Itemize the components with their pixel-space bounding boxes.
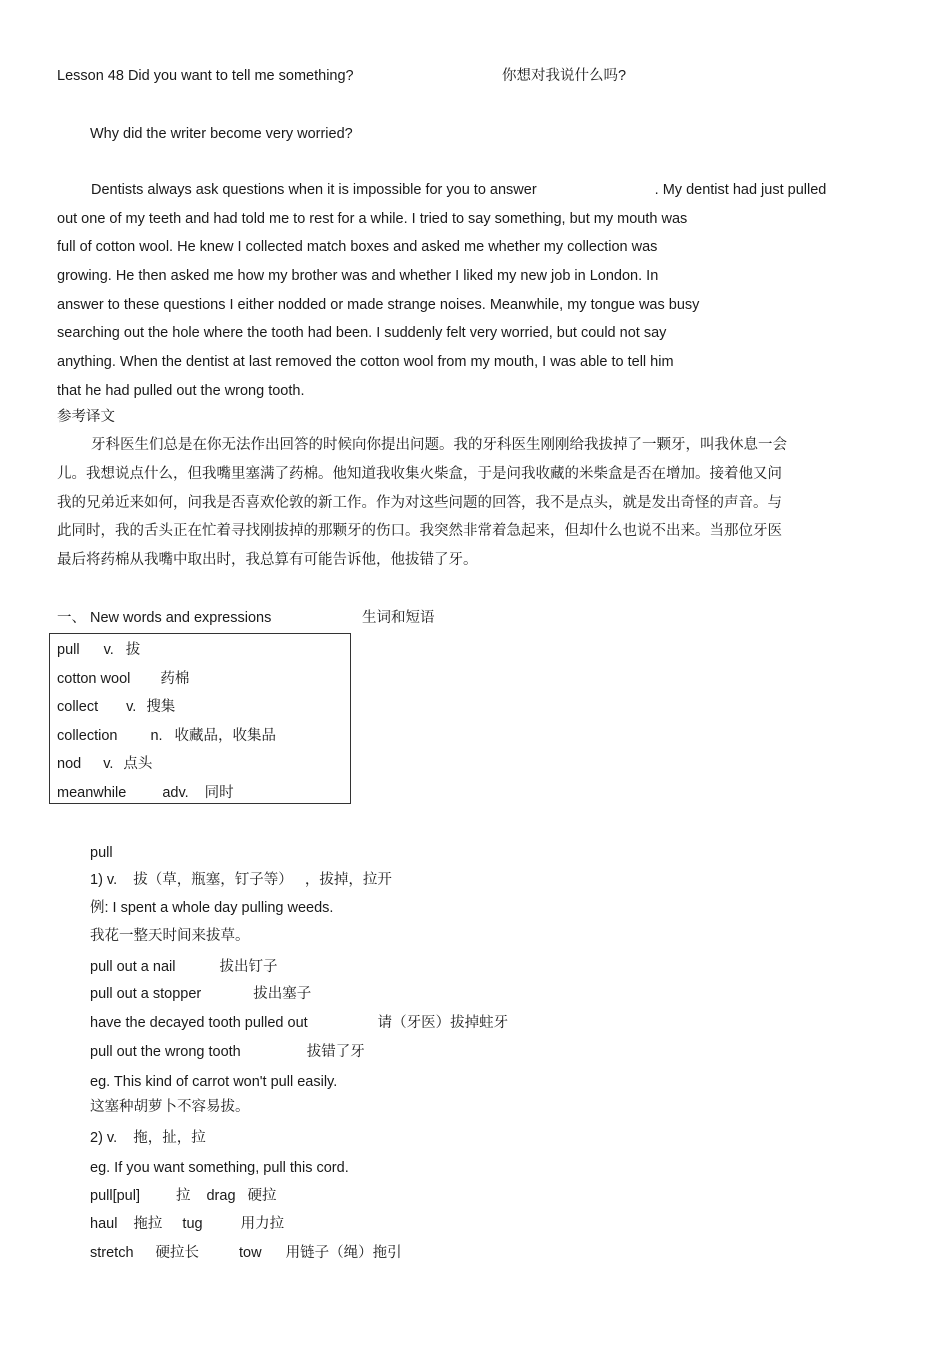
note-phrase bbox=[90, 958, 277, 976]
lesson-title: Lesson 48 Did you want to tell me something? bbox=[57, 68, 354, 84]
synonym-row bbox=[90, 1215, 284, 1233]
vocab-row bbox=[57, 641, 140, 659]
vocab-row bbox=[57, 755, 152, 773]
note-example: eg. This kind of carrot won't pull easily. bbox=[90, 1074, 338, 1090]
passage-line: anything. When the dentist at last removed the cotton wool from my mouth, I was able to tell him bbox=[57, 354, 674, 371]
vocab-pos: adv. bbox=[162, 785, 189, 801]
passage-line: out one of my teeth and had told me to rest for a while. I tried to say something, but my mouth was bbox=[57, 210, 688, 227]
note-headword: pull bbox=[90, 845, 113, 861]
vocabulary-box bbox=[49, 633, 351, 804]
translation-line: 此同时，我的舌头正在忙着寻找刚拔掉的那颗牙的伤口。我突然非常着急起来，但却什么也说不出来。当那位牙医 bbox=[57, 523, 782, 540]
vocab-pos: v. bbox=[103, 756, 114, 772]
vocab-meaning: 药棉 bbox=[160, 671, 190, 687]
synonym-word: pull[pul] bbox=[90, 1188, 140, 1204]
synonym-meaning: 硬拉 bbox=[247, 1188, 277, 1204]
vocab-row bbox=[57, 698, 175, 716]
note-phrase bbox=[90, 1043, 365, 1061]
phrase-en: pull out a stopper bbox=[90, 986, 202, 1002]
synonym-word: tow bbox=[239, 1245, 262, 1261]
synonym-word: tug bbox=[182, 1216, 203, 1232]
phrase-en: pull out the wrong tooth bbox=[90, 1044, 241, 1060]
note-example: eg. If you want something, pull this cord. bbox=[90, 1160, 349, 1176]
phrase-zh: 拔出钉子 bbox=[219, 959, 278, 975]
passage-text bbox=[57, 176, 857, 406]
phrase-zh: 拔出塞子 bbox=[253, 986, 312, 1002]
passage-line-part: Dentists always ask questions when it is impossible for you to answer bbox=[91, 182, 537, 198]
section-title-chinese: 生词和短语 bbox=[362, 610, 435, 626]
passage-line: that he had pulled out the wrong tooth. bbox=[57, 382, 305, 399]
translation-line: 我的兄弟近来如何，问我是否喜欢伦敦的新工作。作为对这些问题的回答，我不是点头，就是发出奇怪的声音。与 bbox=[57, 494, 782, 511]
section-number: 一、 bbox=[57, 610, 86, 626]
vocab-word: nod bbox=[57, 756, 82, 772]
phrase-zh: 拔错了牙 bbox=[306, 1044, 365, 1060]
section-title: New words and expressions bbox=[90, 610, 272, 626]
phrase-en: have the decayed tooth pulled out bbox=[90, 1015, 308, 1031]
vocab-word: collect bbox=[57, 699, 99, 715]
vocab-pos: v. bbox=[103, 642, 114, 658]
synonym-meaning: 拉 bbox=[175, 1188, 191, 1204]
vocab-row bbox=[57, 784, 234, 802]
vocab-word: collection bbox=[57, 728, 118, 744]
note-example-translation: 我花一整天时间来拔草。 bbox=[90, 928, 250, 944]
translation-heading: 参考译文 bbox=[57, 409, 115, 425]
phrase-zh: 请（牙医）拔掉蛀牙 bbox=[377, 1015, 509, 1031]
vocab-word: meanwhile bbox=[57, 785, 127, 801]
vocab-meaning: 拔 bbox=[125, 642, 141, 658]
note-example-translation: 这塞种胡萝卜不容易拔。 bbox=[90, 1099, 250, 1115]
vocab-word: pull bbox=[57, 642, 80, 658]
vocab-word: cotton wool bbox=[57, 671, 131, 687]
synonym-row bbox=[90, 1187, 277, 1205]
phrase-en: pull out a nail bbox=[90, 959, 176, 975]
note-sense: 1) v. 拔（草，瓶塞，钉子等） ，拔掉，拉开 bbox=[90, 872, 392, 888]
note-sense: 2) v. 拖，扯，拉 bbox=[90, 1130, 206, 1146]
note-phrase bbox=[90, 1014, 508, 1032]
vocab-pos: v. bbox=[126, 699, 137, 715]
translation-line: 牙科医生们总是在你无法作出回答的时候向你提出问题。我的牙科医生刚刚给我拔掉了一颗牙，叫我休息一会 bbox=[91, 437, 787, 453]
passage-line-part: . My dentist had just pulled bbox=[654, 182, 827, 198]
translation-line: 最后将药棉从我嘴中取出时，我总算有可能告诉他，他拔错了牙。 bbox=[57, 552, 478, 569]
synonym-word: haul bbox=[90, 1216, 118, 1232]
vocab-meaning: 搜集 bbox=[146, 699, 176, 715]
vocab-pos: n. bbox=[150, 728, 163, 744]
synonym-word: drag bbox=[206, 1188, 236, 1204]
vocab-meaning: 收藏品，收集品 bbox=[174, 728, 277, 744]
synonym-word: stretch bbox=[90, 1245, 134, 1261]
synonym-meaning: 用链子（绳）拖引 bbox=[285, 1245, 402, 1261]
passage-line bbox=[57, 176, 857, 205]
passage-line: full of cotton wool. He knew I collected match boxes and asked me whether my collection was bbox=[57, 239, 658, 256]
synonym-meaning: 用力拉 bbox=[240, 1216, 285, 1232]
comprehension-question: Why did the writer become very worried? bbox=[90, 126, 353, 142]
note-phrase bbox=[90, 985, 311, 1003]
translation-text bbox=[57, 431, 817, 575]
passage-line: growing. He then asked me how my brother was and whether I liked my new job in London. In bbox=[57, 268, 659, 285]
synonym-meaning: 硬拉长 bbox=[155, 1245, 200, 1261]
note-example: 例: I spent a whole day pulling weeds. bbox=[90, 900, 334, 916]
passage-line: answer to these questions I either nodded or made strange noises. Meanwhile, my tongue was busy bbox=[57, 296, 700, 313]
vocab-row bbox=[57, 670, 189, 688]
lesson-title-chinese: 你想对我说什么吗? bbox=[502, 68, 627, 84]
passage-line: searching out the hole where the tooth had been. I suddenly felt very worried, but could not say bbox=[57, 325, 667, 342]
translation-line: 儿。我想说点什么，但我嘴里塞满了药棉。他知道我收集火柴盒，于是问我收藏的米柴盒是否在增加。接着他又问 bbox=[57, 465, 782, 482]
vocab-row bbox=[57, 727, 276, 745]
vocab-meaning: 点头 bbox=[123, 756, 153, 772]
synonym-meaning: 拖拉 bbox=[133, 1216, 163, 1232]
synonym-row bbox=[90, 1244, 402, 1262]
vocab-meaning: 同时 bbox=[204, 785, 234, 801]
